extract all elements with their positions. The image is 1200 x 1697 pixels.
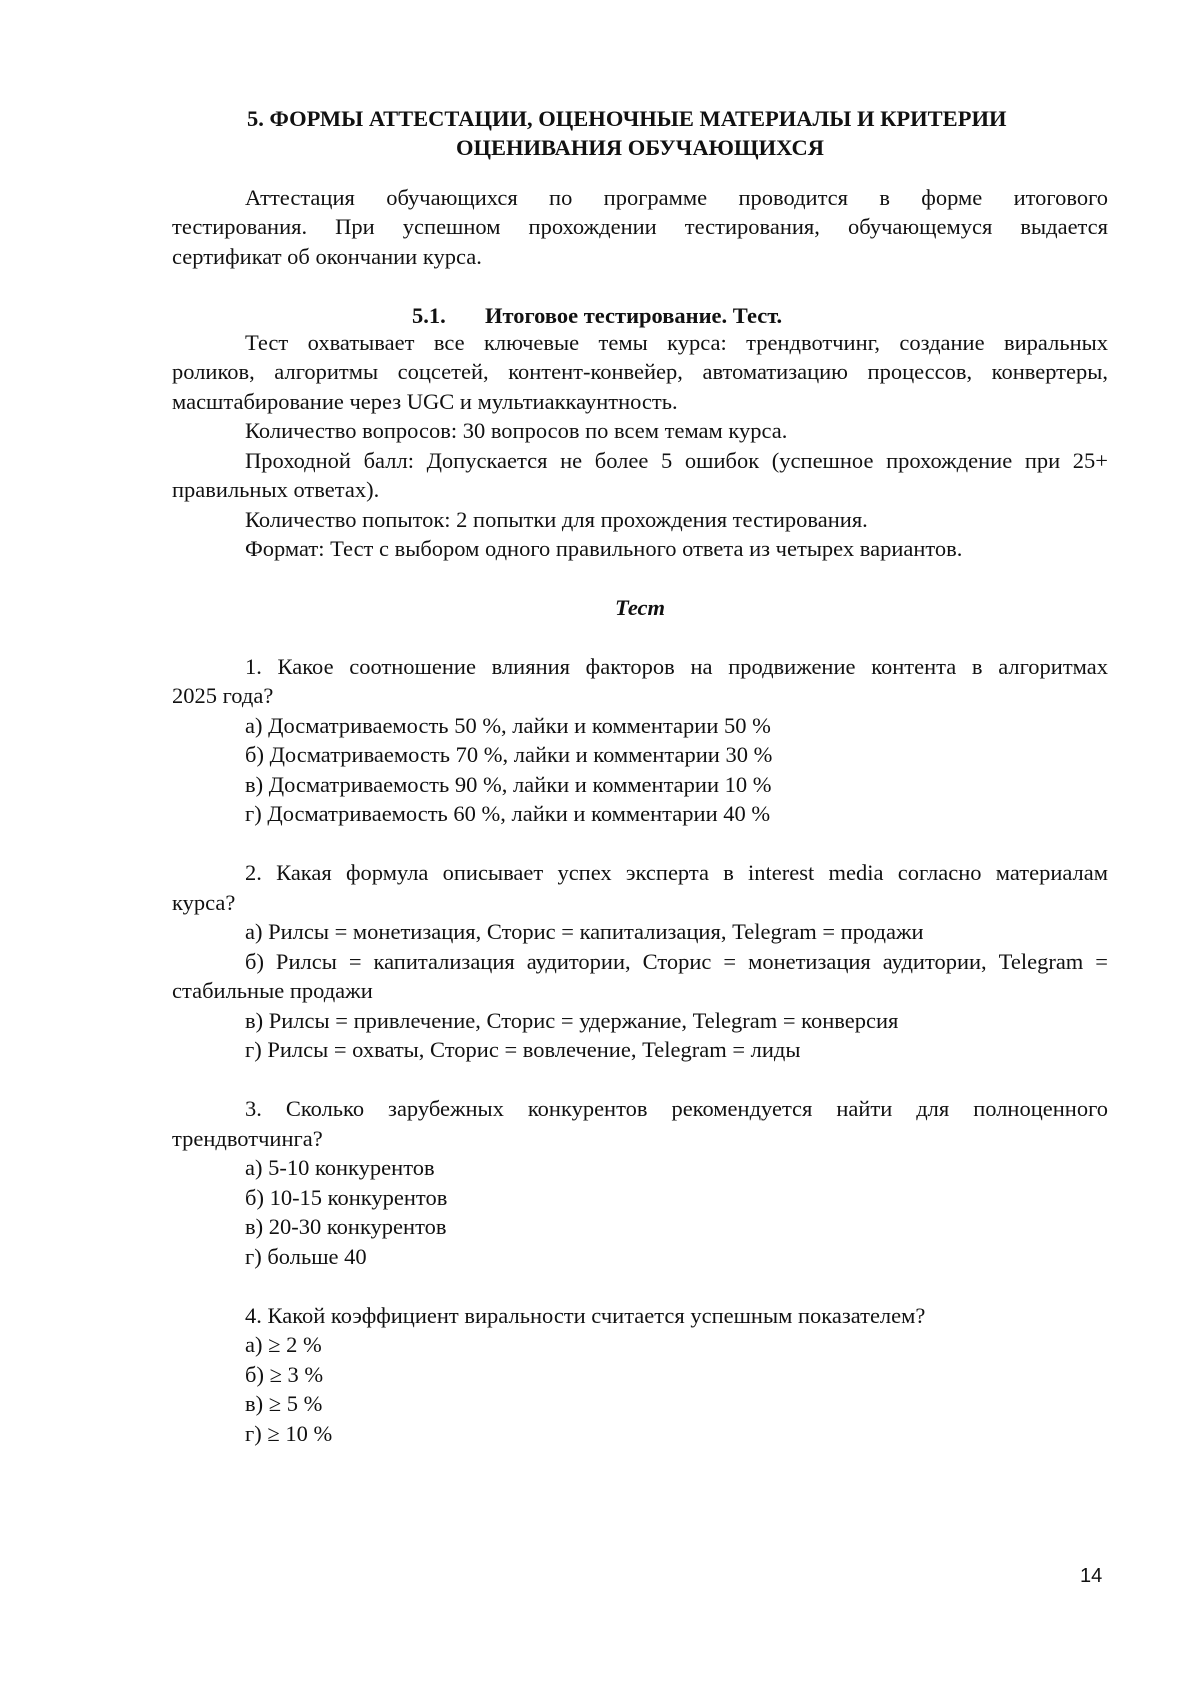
answer-option: в) Досматриваемость 90 %, лайки и комментарии 10 % xyxy=(245,772,772,797)
section-title-line-2: ОЦЕНИВАНИЯ ОБУЧАЮЩИХСЯ xyxy=(455,135,825,160)
subsection-title: Итоговое тестирование. Тест. xyxy=(485,303,783,328)
answer-option: а) ≥ 2 % xyxy=(245,1332,322,1357)
answer-option: г) ≥ 10 % xyxy=(245,1421,333,1446)
question-text-line-1: 1. Какое соотношение влияния факторов на продвижение контента в алгоритмах xyxy=(245,654,1108,679)
questions-count: Количество вопросов: 30 вопросов по всем темам курса. xyxy=(245,418,788,443)
test-format: Формат: Тест с выбором одного правильного ответа из четырех вариантов. xyxy=(245,536,963,561)
description-line-2: роликов, алгоритмы соцсетей, контент-конвейер, автоматизацию процессов, конвертеры, xyxy=(172,359,1108,384)
answer-option: б) Досматриваемость 70 %, лайки и комментарии 30 % xyxy=(245,742,773,767)
answer-option: б) Рилсы = капитализация аудитории, Сторис = монетизация аудитории, Telegram = xyxy=(245,949,1108,974)
answer-option: г) Досматриваемость 60 %, лайки и комментарии 40 % xyxy=(245,801,771,826)
intro-line-2: тестирования. При успешном прохождении тестирования, обучающемуся выдается xyxy=(172,214,1108,239)
answer-option: а) Рилсы = монетизация, Сторис = капитализация, Telegram = продажи xyxy=(245,919,924,944)
answer-option: в) ≥ 5 % xyxy=(245,1391,323,1416)
intro-line-1: Аттестация обучающихся по программе проводится в форме итогового xyxy=(245,185,1108,210)
passing-score-line-1: Проходной балл: Допускается не более 5 ошибок (успешное прохождение при 25+ xyxy=(245,448,1108,473)
answer-option: в) Рилсы = привлечение, Сторис = удержание, Telegram = конверсия xyxy=(245,1008,899,1033)
answer-option: а) 5-10 конкурентов xyxy=(245,1155,435,1180)
test-title: Тест xyxy=(614,595,666,620)
question-text-line-1: 2. Какая формула описывает успех эксперта в interest media согласно материалам xyxy=(245,860,1108,885)
description-line-1: Тест охватывает все ключевые темы курса: трендвотчинг, создание виральных xyxy=(245,330,1108,355)
section-title-line-1: 5. ФОРМЫ АТТЕСТАЦИИ, ОЦЕНОЧНЫЕ МАТЕРИАЛЫ И КРИТЕРИИ xyxy=(247,106,1007,131)
question-text-line-2: курса? xyxy=(172,890,236,915)
attempts-count: Количество попыток: 2 попытки для прохождения тестирования. xyxy=(245,507,868,532)
passing-score-line-2: правильных ответах). xyxy=(172,477,380,502)
answer-option-continuation: стабильные продажи xyxy=(172,978,373,1003)
answer-option: г) больше 40 xyxy=(245,1244,367,1269)
answer-option: б) ≥ 3 % xyxy=(245,1362,324,1387)
description-line-3: масштабирование через UGC и мультиаккаунтность. xyxy=(172,389,678,414)
answer-option: а) Досматриваемость 50 %, лайки и комментарии 50 % xyxy=(245,713,771,738)
question-text-line-2: 2025 года? xyxy=(172,683,274,708)
question-text-line-2: трендвотчинга? xyxy=(172,1126,323,1151)
subsection-number: 5.1. xyxy=(412,303,446,328)
answer-option: б) 10-15 конкурентов xyxy=(245,1185,448,1210)
page-number: 14 xyxy=(1080,1565,1103,1587)
question-text-line-1: 3. Сколько зарубежных конкурентов рекомендуется найти для полноценного xyxy=(245,1096,1108,1121)
answer-option: г) Рилсы = охваты, Сторис = вовлечение, Telegram = лиды xyxy=(245,1037,801,1062)
intro-line-3: сертификат об окончании курса. xyxy=(172,244,482,269)
subsection-heading xyxy=(412,301,782,331)
question-text-line-1: 4. Какой коэффициент виральности считается успешным показателем? xyxy=(245,1303,926,1328)
answer-option: в) 20-30 конкурентов xyxy=(245,1214,447,1239)
